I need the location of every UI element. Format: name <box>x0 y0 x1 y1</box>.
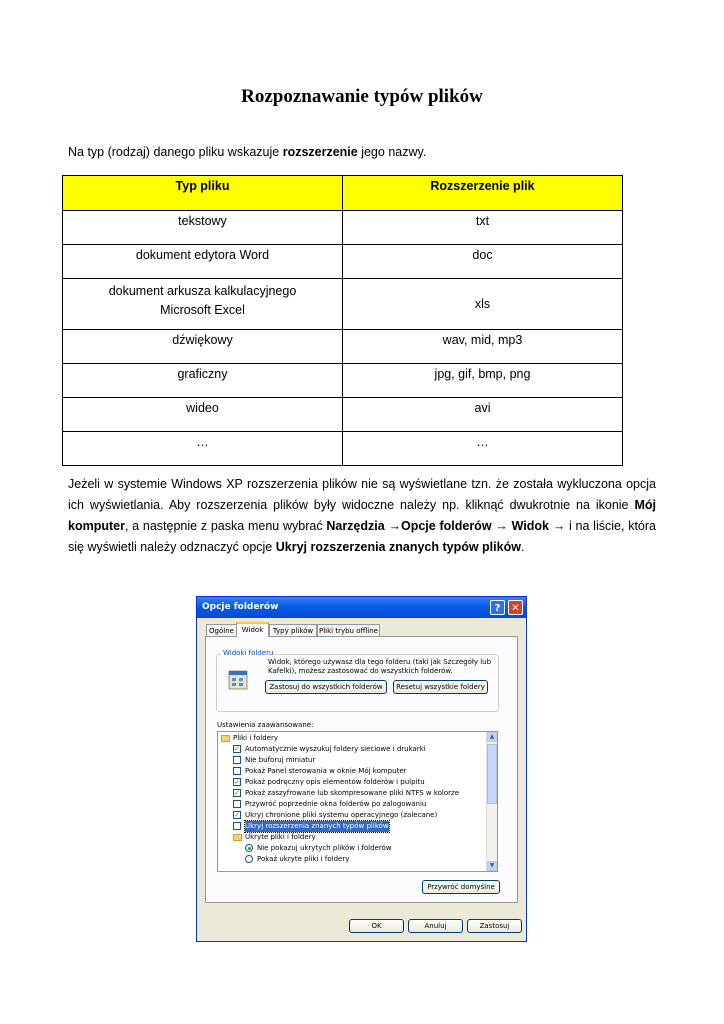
cell-ext: doc <box>343 245 623 279</box>
scroll-down-arrow-icon[interactable]: ▼ <box>487 861 497 871</box>
close-button[interactable]: ✕ <box>508 600 523 615</box>
header-extension: Rozszerzenie plik <box>343 176 623 211</box>
apply-to-all-folders-button[interactable]: Zastosuj do wszystkich folderów <box>265 680 387 694</box>
radio-selected[interactable] <box>245 844 253 852</box>
intro-text: Na typ (rodzaj) danego pliku wskazuje rozszerzenie jego nazwy. <box>68 145 427 159</box>
checkbox-checked[interactable]: ✓ <box>234 778 240 786</box>
table-row <box>63 330 623 364</box>
scroll-thumb[interactable] <box>487 744 497 804</box>
checkbox-checked[interactable]: ✓ <box>234 789 240 797</box>
table-row <box>63 364 623 398</box>
table-header-row <box>63 176 623 211</box>
advanced-settings-label: Ustawienia zaawansowane: <box>217 721 314 729</box>
checkbox-checked[interactable]: ✓ <box>234 811 240 819</box>
dialog-title: Opcje folderów <box>202 602 279 612</box>
page-title: Rozpoznawanie typów plików <box>241 86 483 107</box>
tab-view[interactable]: Widok <box>236 622 269 637</box>
cell-type: wideo <box>63 398 343 432</box>
checkbox[interactable] <box>233 756 241 764</box>
instructions-paragraph: Jeżeli w systemie Windows XP rozszerzenia plików nie są wyświetlane tzn. że została wykluczona opcja ich wyświetlania. Aby rozszerzenia plików były widoczne należy np. kliknąć dwukrotnie na ikonie Mój komputer, a następnie z paska menu wybrać Narzędzia →Opcje folderów → Widok → i na liście, która się wyświetli należy odznaczyć opcje Ukryj rozszerzenia znanych typów plików. <box>68 477 656 554</box>
dialog-titlebar[interactable] <box>197 597 526 618</box>
cell-type: … <box>63 432 343 466</box>
checkbox[interactable] <box>233 800 241 808</box>
ok-button[interactable]: OK <box>349 919 404 933</box>
tab-offline-files[interactable]: Pliki trybu offline <box>317 624 380 636</box>
radio[interactable] <box>245 855 253 863</box>
folder-icon <box>233 834 242 841</box>
cell-ext: avi <box>343 398 623 432</box>
checkbox[interactable] <box>233 767 241 775</box>
table-row <box>63 432 623 466</box>
cell-ext: xls <box>343 279 623 330</box>
tab-file-types[interactable]: Typy plików <box>269 624 317 636</box>
header-type: Typ pliku <box>63 176 343 211</box>
cell-ext: … <box>343 432 623 466</box>
tab-general[interactable]: Ogólne <box>206 624 237 636</box>
restore-defaults-button[interactable]: Przywróć domyślne <box>422 880 500 894</box>
cell-ext: txt <box>343 211 623 245</box>
cell-type: graficzny <box>63 364 343 398</box>
cell-type: dokument arkusza kalkulacyjnego Microsoft Excel <box>63 279 343 330</box>
cell-ext: jpg, gif, bmp, png <box>343 364 623 398</box>
folder-views-description: Widok, którego używasz dla tego folderu (taki jak Szczegóły lub Kafelki), możesz zastosować do wszystkich folderów. <box>268 658 492 675</box>
table-row <box>63 245 623 279</box>
cell-ext: wav, mid, mp3 <box>343 330 623 364</box>
hide-extensions-checkbox[interactable] <box>233 822 241 830</box>
table-row <box>63 211 623 245</box>
table-row <box>63 398 623 432</box>
extensions-table <box>62 175 623 466</box>
cell-type: tekstowy <box>63 211 343 245</box>
cell-type: dźwiękowy <box>63 330 343 364</box>
scroll-up-arrow-icon[interactable]: ▲ <box>487 732 497 742</box>
table-row <box>63 279 623 330</box>
advanced-settings-list[interactable]: Pliki i foldery ✓ Automatycznie wyszukuj foldery sieciowe i drukarki Nie buforuj miniatur Pokaż Panel sterowania w oknie Mój komputer ✓ Pokaż podręczny opis elementów folderów i pulpitu ✓ Pokaż zaszyfrowane lub skompresowane pliki NTFS w kolorze Przywróć poprzednie okna folderów po zalogowaniu ✓ Ukryj chronione pliki systemu operacyjnego (zalecane) Ukryj rozszerzenia znanych typów plików Ukryte pliki i foldery Nie pokazuj ukrytych plików i folderów Pokaż ukryte pliki i foldery ▲ ▼ <box>217 731 498 872</box>
folder-icon <box>221 735 230 742</box>
list-scrollbar[interactable] <box>486 732 497 871</box>
folder-views-icon <box>228 667 248 691</box>
cancel-button[interactable]: Anuluj <box>408 919 463 933</box>
apply-button[interactable]: Zastosuj <box>467 919 522 933</box>
cell-type: dokument edytora Word <box>63 245 343 279</box>
folder-options-dialog <box>196 596 527 942</box>
view-tab-panel <box>205 636 518 903</box>
reset-all-folders-button[interactable]: Resetuj wszystkie foldery <box>393 680 488 694</box>
folder-views-label: Widoki folderu <box>223 649 274 657</box>
help-button[interactable]: ? <box>490 600 505 615</box>
checkbox-checked[interactable]: ✓ <box>234 745 240 753</box>
